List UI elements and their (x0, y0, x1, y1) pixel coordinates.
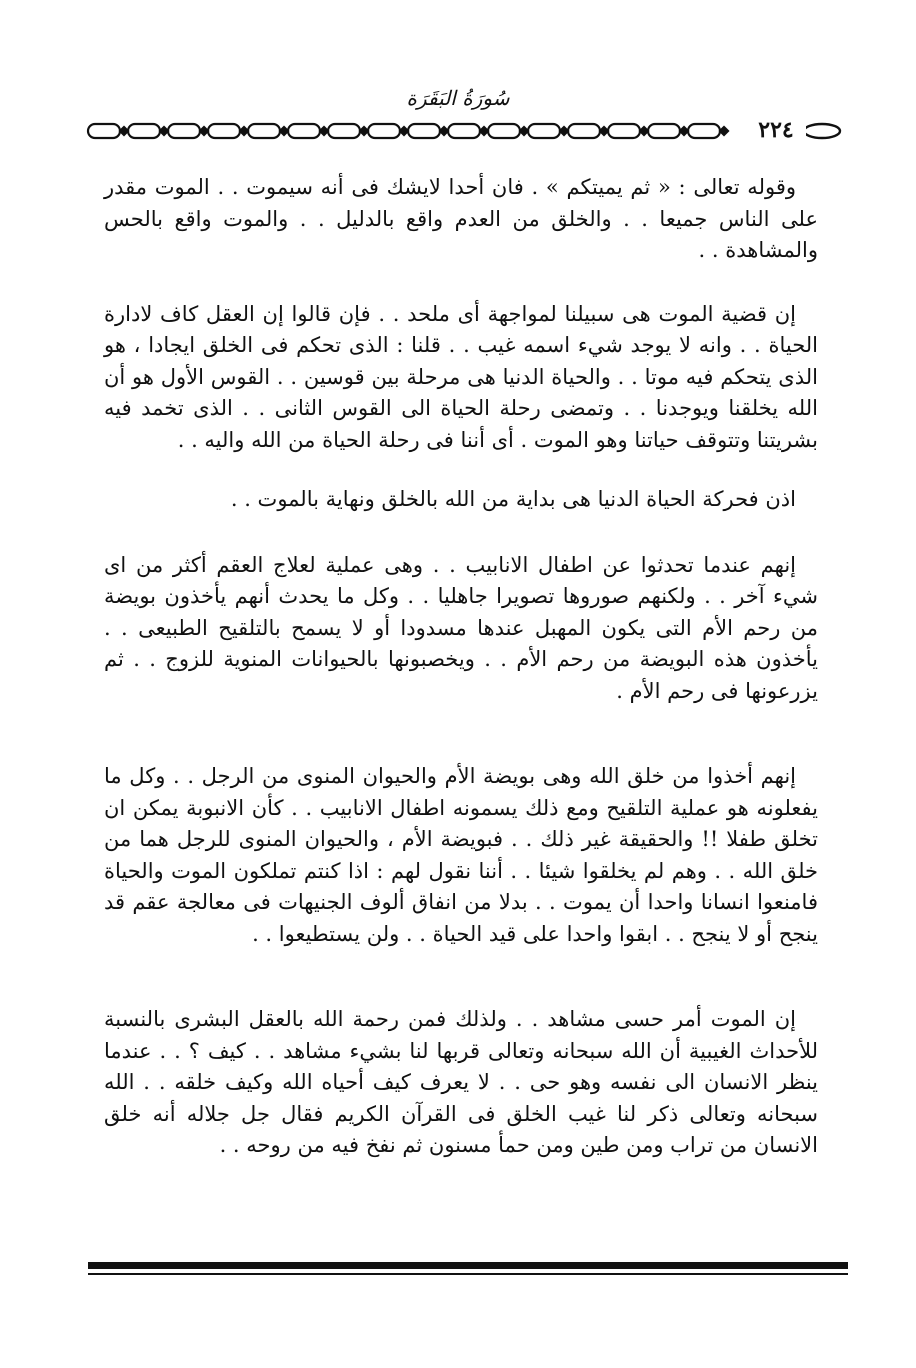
paragraph: إنهم أخذوا من خلق الله وهى بويضة الأم والحيوان المنوى من الرجل . . وكل ما يفعلونه هو عملية التلقيح ومع ذلك يسمونه اطفال الانابيب . . كأن الانبوبة يمكن ان تخلق طفلا !! والحقيقة غير ذلك . . فبويضة الأم ، والحيوان المنوى للرجل هما من خلق الله . . وهم لم يخلقوا شيئا . . أننا نقول لهم : اذا كنتم تملكون الموت والحياة فامنعوا انسانا واحدا أن يموت . . بدلا من انفاق ألوف الجنيهات فى معالجة عقم قد ينجح أو لا ينجح . . ابقوا واحدا على قيد الحياة . . ولن يستطيعوا . . (104, 764, 818, 946)
surah-title: سُورَةُ البَقَرَة (406, 86, 510, 110)
footer-rule-thin (88, 1273, 848, 1275)
paragraph: وقوله تعالى : « ثم يميتكم » . فان أحدا لايشك فى أنه سيموت . . الموت مقدر على الناس جميعا . . والخلق من العدم واقع بالدليل . . والموت واقع بالحس والمشاهدة . . (104, 175, 818, 262)
paragraph: اذن فحركة الحياة الدنيا هى بداية من الله بالخلق ونهاية بالموت . . (230, 487, 796, 511)
paragraph: إن الموت أمر حسى مشاهد . . ولذلك فمن رحمة الله بالعقل البشرى بالنسبة للأحداث الغيبية أن الله سبحانه وتعالى قربها لنا بشيء مشاهد . . كيف ؟ . . عندما ينظر الانسان الى نفسه وهو حى . . لا يعرف كيف أحياه الله وكيف خلقه . . الله سبحانه وتعالى ذكر لنا غيب الخلق فى القرآن الكريم فقال جل جلاله أنه خلق الانسان من تراب ومن طين ومن حمأ مسنون ثم نفخ فيه من روحه . . (104, 1007, 818, 1157)
header-ornament-border (86, 118, 844, 144)
footer-rule (88, 1262, 848, 1269)
chain-ornament-icon (86, 118, 844, 144)
paragraph: إن قضية الموت هى سبيلنا لمواجهة أى ملحد . . فإن قالوا إن العقل كاف لادارة الحياة . . وانه لا يوجد شيء اسمه غيب . . قلنا : الذى تحكم فى الخلق ايجادا ، هو الذى يتحكم فيه موتا . . والحياة الدنيا هى مرحلة بين قوسين . . القوس الأول هو أن الله يخلقنا ويوجدنا . . وتمضى رحلة الحياة الى القوس الثانى . . الذى تخمد فيه بشريتنا وتتوقف حياتنا وهو الموت . أى أننا فى رحلة الحياة من الله واليه . . (104, 301, 818, 452)
page-number: ٢٢٤ (746, 116, 806, 144)
paragraph: إنهم عندما تحدثوا عن اطفال الانابيب . . وهى عملية لعلاج العقم أكثر من اى شيء آخر . . ولكنهم صوروها تصويرا جاهليا . . وكل ما يحدث أنهم يأخذون بويضة من رحم الأم التى يكون المهبل عندها مسدودا أو لا يسمح بالتلقيح الطبيعى . . يأخذون هذه البويضة من رحم الأم . . ويخصبونها بالحيوانات المنوية للزوج . . ثم يزرعونها فى رحم الأم . (104, 552, 818, 703)
body-text (104, 172, 818, 1162)
